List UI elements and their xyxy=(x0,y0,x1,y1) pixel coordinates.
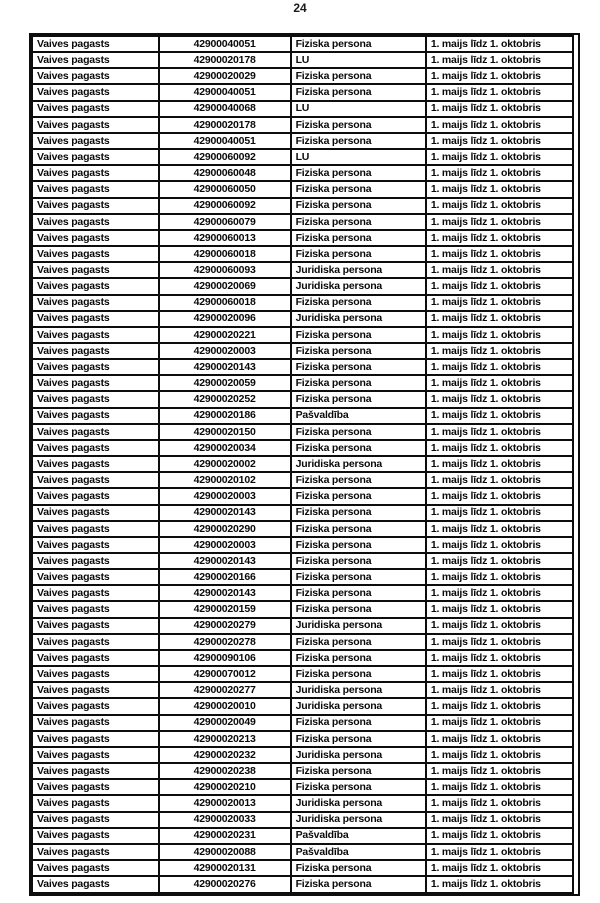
table-row xyxy=(32,198,573,214)
cell-code: 42900020150 xyxy=(159,424,291,440)
cell-code: 42900060093 xyxy=(159,262,291,278)
cell-person-type: Fiziska persona xyxy=(291,133,426,149)
table-row xyxy=(32,375,573,391)
cell-pagasts: Vaives pagasts xyxy=(32,133,159,149)
cell-period: 1. maijs līdz 1. oktobris xyxy=(426,311,573,327)
cell-pagasts: Vaives pagasts xyxy=(32,876,159,893)
table-row xyxy=(32,359,573,375)
table-row xyxy=(32,133,573,149)
table-row xyxy=(32,327,573,343)
cell-person-type: Pašvaldība xyxy=(291,828,426,844)
page-number: 24 xyxy=(293,1,307,15)
cell-pagasts: Vaives pagasts xyxy=(32,569,159,585)
cell-person-type: Fiziska persona xyxy=(291,343,426,359)
table-row xyxy=(32,84,573,100)
cell-code: 42900020013 xyxy=(159,795,291,811)
table-row xyxy=(32,424,573,440)
cell-pagasts: Vaives pagasts xyxy=(32,812,159,828)
cell-code: 42900020276 xyxy=(159,876,291,893)
cell-pagasts: Vaives pagasts xyxy=(32,278,159,294)
table-row xyxy=(32,795,573,811)
cell-period: 1. maijs līdz 1. oktobris xyxy=(426,117,573,133)
cell-code: 42900020290 xyxy=(159,521,291,537)
cell-person-type: LU xyxy=(291,52,426,68)
table-row xyxy=(32,698,573,714)
cell-person-type: Fiziska persona xyxy=(291,601,426,617)
cell-person-type: Fiziska persona xyxy=(291,537,426,553)
cell-code: 42900020033 xyxy=(159,812,291,828)
cell-code: 42900020010 xyxy=(159,698,291,714)
cell-period: 1. maijs līdz 1. oktobris xyxy=(426,295,573,311)
cell-code: 42900020034 xyxy=(159,440,291,456)
cell-person-type: Fiziska persona xyxy=(291,585,426,601)
cell-person-type: Fiziska persona xyxy=(291,327,426,343)
table-row xyxy=(32,666,573,682)
cell-code: 42900020003 xyxy=(159,343,291,359)
cell-person-type: Fiziska persona xyxy=(291,181,426,197)
cell-pagasts: Vaives pagasts xyxy=(32,553,159,569)
table-row xyxy=(32,214,573,230)
cell-pagasts: Vaives pagasts xyxy=(32,52,159,68)
table-row xyxy=(32,343,573,359)
table-row xyxy=(32,601,573,617)
cell-code: 42900040051 xyxy=(159,133,291,149)
cell-pagasts: Vaives pagasts xyxy=(32,828,159,844)
table-row xyxy=(32,521,573,537)
cell-pagasts: Vaives pagasts xyxy=(32,650,159,666)
cell-period: 1. maijs līdz 1. oktobris xyxy=(426,375,573,391)
cell-code: 42900020088 xyxy=(159,844,291,860)
table-row xyxy=(32,246,573,262)
cell-person-type: Fiziska persona xyxy=(291,731,426,747)
cell-code: 42900090106 xyxy=(159,650,291,666)
cell-person-type: Fiziska persona xyxy=(291,666,426,682)
cell-pagasts: Vaives pagasts xyxy=(32,763,159,779)
cell-code: 42900020159 xyxy=(159,601,291,617)
cell-person-type: Fiziska persona xyxy=(291,650,426,666)
table-row xyxy=(32,763,573,779)
table-row xyxy=(32,569,573,585)
cell-code: 42900020166 xyxy=(159,569,291,585)
cell-pagasts: Vaives pagasts xyxy=(32,295,159,311)
cell-code: 42900020131 xyxy=(159,860,291,876)
cell-period: 1. maijs līdz 1. oktobris xyxy=(426,230,573,246)
cell-pagasts: Vaives pagasts xyxy=(32,747,159,763)
cell-code: 42900060050 xyxy=(159,181,291,197)
table-outer-border xyxy=(29,33,580,896)
cell-pagasts: Vaives pagasts xyxy=(32,731,159,747)
table-row xyxy=(32,488,573,504)
cell-code: 42900060092 xyxy=(159,149,291,165)
table-body xyxy=(32,36,573,893)
table-row xyxy=(32,812,573,828)
cell-code: 42900060013 xyxy=(159,230,291,246)
cell-person-type: Fiziska persona xyxy=(291,424,426,440)
cell-code: 42900020221 xyxy=(159,327,291,343)
table-row xyxy=(32,505,573,521)
cell-pagasts: Vaives pagasts xyxy=(32,165,159,181)
cell-person-type: Fiziska persona xyxy=(291,214,426,230)
cell-person-type: Fiziska persona xyxy=(291,117,426,133)
cell-person-type: Juridiska persona xyxy=(291,278,426,294)
cell-period: 1. maijs līdz 1. oktobris xyxy=(426,262,573,278)
cell-person-type: Fiziska persona xyxy=(291,198,426,214)
table-row xyxy=(32,456,573,472)
table-row xyxy=(32,68,573,84)
cell-period: 1. maijs līdz 1. oktobris xyxy=(426,440,573,456)
cell-person-type: Juridiska persona xyxy=(291,311,426,327)
cell-person-type: Fiziska persona xyxy=(291,472,426,488)
table-row xyxy=(32,295,573,311)
cell-person-type: Fiziska persona xyxy=(291,440,426,456)
cell-person-type: Juridiska persona xyxy=(291,698,426,714)
cell-person-type: Juridiska persona xyxy=(291,812,426,828)
cell-period: 1. maijs līdz 1. oktobris xyxy=(426,214,573,230)
cell-pagasts: Vaives pagasts xyxy=(32,391,159,407)
cell-period: 1. maijs līdz 1. oktobris xyxy=(426,844,573,860)
table-row xyxy=(32,650,573,666)
cell-pagasts: Vaives pagasts xyxy=(32,84,159,100)
cell-code: 42900060018 xyxy=(159,246,291,262)
cell-period: 1. maijs līdz 1. oktobris xyxy=(426,537,573,553)
cell-person-type: Juridiska persona xyxy=(291,618,426,634)
cell-pagasts: Vaives pagasts xyxy=(32,246,159,262)
cell-code: 42900020186 xyxy=(159,408,291,424)
cell-period: 1. maijs līdz 1. oktobris xyxy=(426,456,573,472)
cell-period: 1. maijs līdz 1. oktobris xyxy=(426,424,573,440)
table-row xyxy=(32,634,573,650)
cell-period: 1. maijs līdz 1. oktobris xyxy=(426,36,573,52)
cell-period: 1. maijs līdz 1. oktobris xyxy=(426,698,573,714)
cell-code: 42900020278 xyxy=(159,634,291,650)
cell-pagasts: Vaives pagasts xyxy=(32,634,159,650)
cell-period: 1. maijs līdz 1. oktobris xyxy=(426,343,573,359)
cell-period: 1. maijs līdz 1. oktobris xyxy=(426,165,573,181)
cell-code: 42900020096 xyxy=(159,311,291,327)
cell-pagasts: Vaives pagasts xyxy=(32,36,159,52)
cell-pagasts: Vaives pagasts xyxy=(32,844,159,860)
cell-person-type: Juridiska persona xyxy=(291,682,426,698)
cell-code: 42900040051 xyxy=(159,84,291,100)
cell-code: 42900020178 xyxy=(159,52,291,68)
cell-period: 1. maijs līdz 1. oktobris xyxy=(426,359,573,375)
table-row xyxy=(32,860,573,876)
cell-period: 1. maijs līdz 1. oktobris xyxy=(426,68,573,84)
cell-pagasts: Vaives pagasts xyxy=(32,585,159,601)
cell-code: 42900060092 xyxy=(159,198,291,214)
cell-pagasts: Vaives pagasts xyxy=(32,343,159,359)
cell-period: 1. maijs līdz 1. oktobris xyxy=(426,795,573,811)
cell-person-type: Fiziska persona xyxy=(291,553,426,569)
cell-code: 42900020277 xyxy=(159,682,291,698)
cell-person-type: Fiziska persona xyxy=(291,165,426,181)
table-row xyxy=(32,117,573,133)
cell-period: 1. maijs līdz 1. oktobris xyxy=(426,747,573,763)
table-row xyxy=(32,472,573,488)
cell-period: 1. maijs līdz 1. oktobris xyxy=(426,601,573,617)
cell-pagasts: Vaives pagasts xyxy=(32,682,159,698)
cell-person-type: Fiziska persona xyxy=(291,488,426,504)
cell-pagasts: Vaives pagasts xyxy=(32,779,159,795)
cell-pagasts: Vaives pagasts xyxy=(32,488,159,504)
cell-code: 42900020029 xyxy=(159,68,291,84)
cell-person-type: Fiziska persona xyxy=(291,634,426,650)
cell-code: 42900020102 xyxy=(159,472,291,488)
table-row xyxy=(32,408,573,424)
cell-pagasts: Vaives pagasts xyxy=(32,795,159,811)
cell-code: 42900060048 xyxy=(159,165,291,181)
cell-person-type: Fiziska persona xyxy=(291,246,426,262)
cell-person-type: Juridiska persona xyxy=(291,795,426,811)
table-row xyxy=(32,585,573,601)
cell-pagasts: Vaives pagasts xyxy=(32,505,159,521)
table-row xyxy=(32,618,573,634)
table-row xyxy=(32,165,573,181)
table-row xyxy=(32,149,573,165)
table-row xyxy=(32,715,573,731)
cell-period: 1. maijs līdz 1. oktobris xyxy=(426,876,573,893)
cell-person-type: Fiziska persona xyxy=(291,68,426,84)
cell-pagasts: Vaives pagasts xyxy=(32,149,159,165)
cell-code: 42900020003 xyxy=(159,488,291,504)
cell-code: 42900020252 xyxy=(159,391,291,407)
table-row xyxy=(32,52,573,68)
cell-code: 42900040051 xyxy=(159,36,291,52)
cell-code: 42900020003 xyxy=(159,537,291,553)
cell-period: 1. maijs līdz 1. oktobris xyxy=(426,828,573,844)
table-row xyxy=(32,553,573,569)
cell-pagasts: Vaives pagasts xyxy=(32,68,159,84)
cell-period: 1. maijs līdz 1. oktobris xyxy=(426,618,573,634)
cell-pagasts: Vaives pagasts xyxy=(32,230,159,246)
cell-period: 1. maijs līdz 1. oktobris xyxy=(426,585,573,601)
cell-person-type: Fiziska persona xyxy=(291,375,426,391)
table-row xyxy=(32,876,573,893)
cell-code: 42900020210 xyxy=(159,779,291,795)
cell-period: 1. maijs līdz 1. oktobris xyxy=(426,666,573,682)
cell-period: 1. maijs līdz 1. oktobris xyxy=(426,650,573,666)
cell-period: 1. maijs līdz 1. oktobris xyxy=(426,391,573,407)
cell-person-type: Fiziska persona xyxy=(291,295,426,311)
table-row xyxy=(32,747,573,763)
cell-pagasts: Vaives pagasts xyxy=(32,537,159,553)
cell-period: 1. maijs līdz 1. oktobris xyxy=(426,505,573,521)
cell-person-type: Fiziska persona xyxy=(291,230,426,246)
cell-person-type: Fiziska persona xyxy=(291,505,426,521)
cell-period: 1. maijs līdz 1. oktobris xyxy=(426,133,573,149)
cell-pagasts: Vaives pagasts xyxy=(32,198,159,214)
cell-code: 42900070012 xyxy=(159,666,291,682)
cell-code: 42900020143 xyxy=(159,359,291,375)
cell-person-type: Pašvaldība xyxy=(291,844,426,860)
cell-period: 1. maijs līdz 1. oktobris xyxy=(426,860,573,876)
cell-person-type: Fiziska persona xyxy=(291,860,426,876)
cell-person-type: Fiziska persona xyxy=(291,779,426,795)
table-row xyxy=(32,537,573,553)
table-row xyxy=(32,311,573,327)
cell-person-type: LU xyxy=(291,149,426,165)
cell-period: 1. maijs līdz 1. oktobris xyxy=(426,812,573,828)
table-row xyxy=(32,828,573,844)
cell-period: 1. maijs līdz 1. oktobris xyxy=(426,327,573,343)
cell-period: 1. maijs līdz 1. oktobris xyxy=(426,682,573,698)
cell-code: 42900020232 xyxy=(159,747,291,763)
cell-pagasts: Vaives pagasts xyxy=(32,698,159,714)
cell-pagasts: Vaives pagasts xyxy=(32,666,159,682)
cell-pagasts: Vaives pagasts xyxy=(32,521,159,537)
cell-pagasts: Vaives pagasts xyxy=(32,311,159,327)
cell-period: 1. maijs līdz 1. oktobris xyxy=(426,472,573,488)
cell-person-type: Fiziska persona xyxy=(291,359,426,375)
cell-period: 1. maijs līdz 1. oktobris xyxy=(426,715,573,731)
cell-code: 42900020213 xyxy=(159,731,291,747)
cell-code: 42900040068 xyxy=(159,101,291,117)
cell-code: 42900020143 xyxy=(159,553,291,569)
cell-period: 1. maijs līdz 1. oktobris xyxy=(426,779,573,795)
cell-period: 1. maijs līdz 1. oktobris xyxy=(426,278,573,294)
cell-person-type: Juridiska persona xyxy=(291,747,426,763)
cell-pagasts: Vaives pagasts xyxy=(32,262,159,278)
cell-code: 42900060079 xyxy=(159,214,291,230)
cell-pagasts: Vaives pagasts xyxy=(32,715,159,731)
table-row xyxy=(32,101,573,117)
cell-code: 42900020069 xyxy=(159,278,291,294)
cell-period: 1. maijs līdz 1. oktobris xyxy=(426,149,573,165)
cell-period: 1. maijs līdz 1. oktobris xyxy=(426,569,573,585)
table-row xyxy=(32,731,573,747)
cell-period: 1. maijs līdz 1. oktobris xyxy=(426,634,573,650)
cell-person-type: Juridiska persona xyxy=(291,456,426,472)
table-row xyxy=(32,391,573,407)
table-row xyxy=(32,36,573,52)
cell-period: 1. maijs līdz 1. oktobris xyxy=(426,553,573,569)
cell-period: 1. maijs līdz 1. oktobris xyxy=(426,731,573,747)
cell-period: 1. maijs līdz 1. oktobris xyxy=(426,408,573,424)
cell-person-type: Fiziska persona xyxy=(291,84,426,100)
table-row xyxy=(32,230,573,246)
cell-person-type: Fiziska persona xyxy=(291,521,426,537)
permits-table xyxy=(31,35,574,894)
table-row xyxy=(32,779,573,795)
cell-pagasts: Vaives pagasts xyxy=(32,472,159,488)
cell-pagasts: Vaives pagasts xyxy=(32,181,159,197)
cell-code: 42900020178 xyxy=(159,117,291,133)
cell-code: 42900020143 xyxy=(159,505,291,521)
cell-code: 42900020002 xyxy=(159,456,291,472)
cell-period: 1. maijs līdz 1. oktobris xyxy=(426,488,573,504)
cell-period: 1. maijs līdz 1. oktobris xyxy=(426,181,573,197)
cell-person-type: LU xyxy=(291,101,426,117)
cell-period: 1. maijs līdz 1. oktobris xyxy=(426,763,573,779)
cell-period: 1. maijs līdz 1. oktobris xyxy=(426,246,573,262)
cell-pagasts: Vaives pagasts xyxy=(32,375,159,391)
cell-pagasts: Vaives pagasts xyxy=(32,101,159,117)
cell-pagasts: Vaives pagasts xyxy=(32,601,159,617)
cell-pagasts: Vaives pagasts xyxy=(32,327,159,343)
cell-code: 42900020238 xyxy=(159,763,291,779)
table-row xyxy=(32,844,573,860)
cell-code: 42900020279 xyxy=(159,618,291,634)
cell-pagasts: Vaives pagasts xyxy=(32,117,159,133)
cell-person-type: Fiziska persona xyxy=(291,391,426,407)
cell-pagasts: Vaives pagasts xyxy=(32,440,159,456)
cell-period: 1. maijs līdz 1. oktobris xyxy=(426,52,573,68)
cell-period: 1. maijs līdz 1. oktobris xyxy=(426,101,573,117)
cell-period: 1. maijs līdz 1. oktobris xyxy=(426,198,573,214)
cell-pagasts: Vaives pagasts xyxy=(32,618,159,634)
cell-pagasts: Vaives pagasts xyxy=(32,424,159,440)
cell-person-type: Fiziska persona xyxy=(291,876,426,893)
cell-period: 1. maijs līdz 1. oktobris xyxy=(426,521,573,537)
table-row xyxy=(32,682,573,698)
table-row xyxy=(32,440,573,456)
cell-person-type: Pašvaldība xyxy=(291,408,426,424)
cell-pagasts: Vaives pagasts xyxy=(32,408,159,424)
cell-person-type: Fiziska persona xyxy=(291,36,426,52)
table-row xyxy=(32,278,573,294)
cell-code: 42900020231 xyxy=(159,828,291,844)
cell-pagasts: Vaives pagasts xyxy=(32,456,159,472)
table-row xyxy=(32,262,573,278)
cell-pagasts: Vaives pagasts xyxy=(32,359,159,375)
cell-person-type: Juridiska persona xyxy=(291,262,426,278)
cell-code: 42900020143 xyxy=(159,585,291,601)
cell-code: 42900020059 xyxy=(159,375,291,391)
cell-pagasts: Vaives pagasts xyxy=(32,214,159,230)
cell-person-type: Fiziska persona xyxy=(291,763,426,779)
cell-code: 42900060018 xyxy=(159,295,291,311)
cell-pagasts: Vaives pagasts xyxy=(32,860,159,876)
cell-period: 1. maijs līdz 1. oktobris xyxy=(426,84,573,100)
cell-person-type: Fiziska persona xyxy=(291,715,426,731)
cell-person-type: Fiziska persona xyxy=(291,569,426,585)
cell-code: 42900020049 xyxy=(159,715,291,731)
table-row xyxy=(32,181,573,197)
